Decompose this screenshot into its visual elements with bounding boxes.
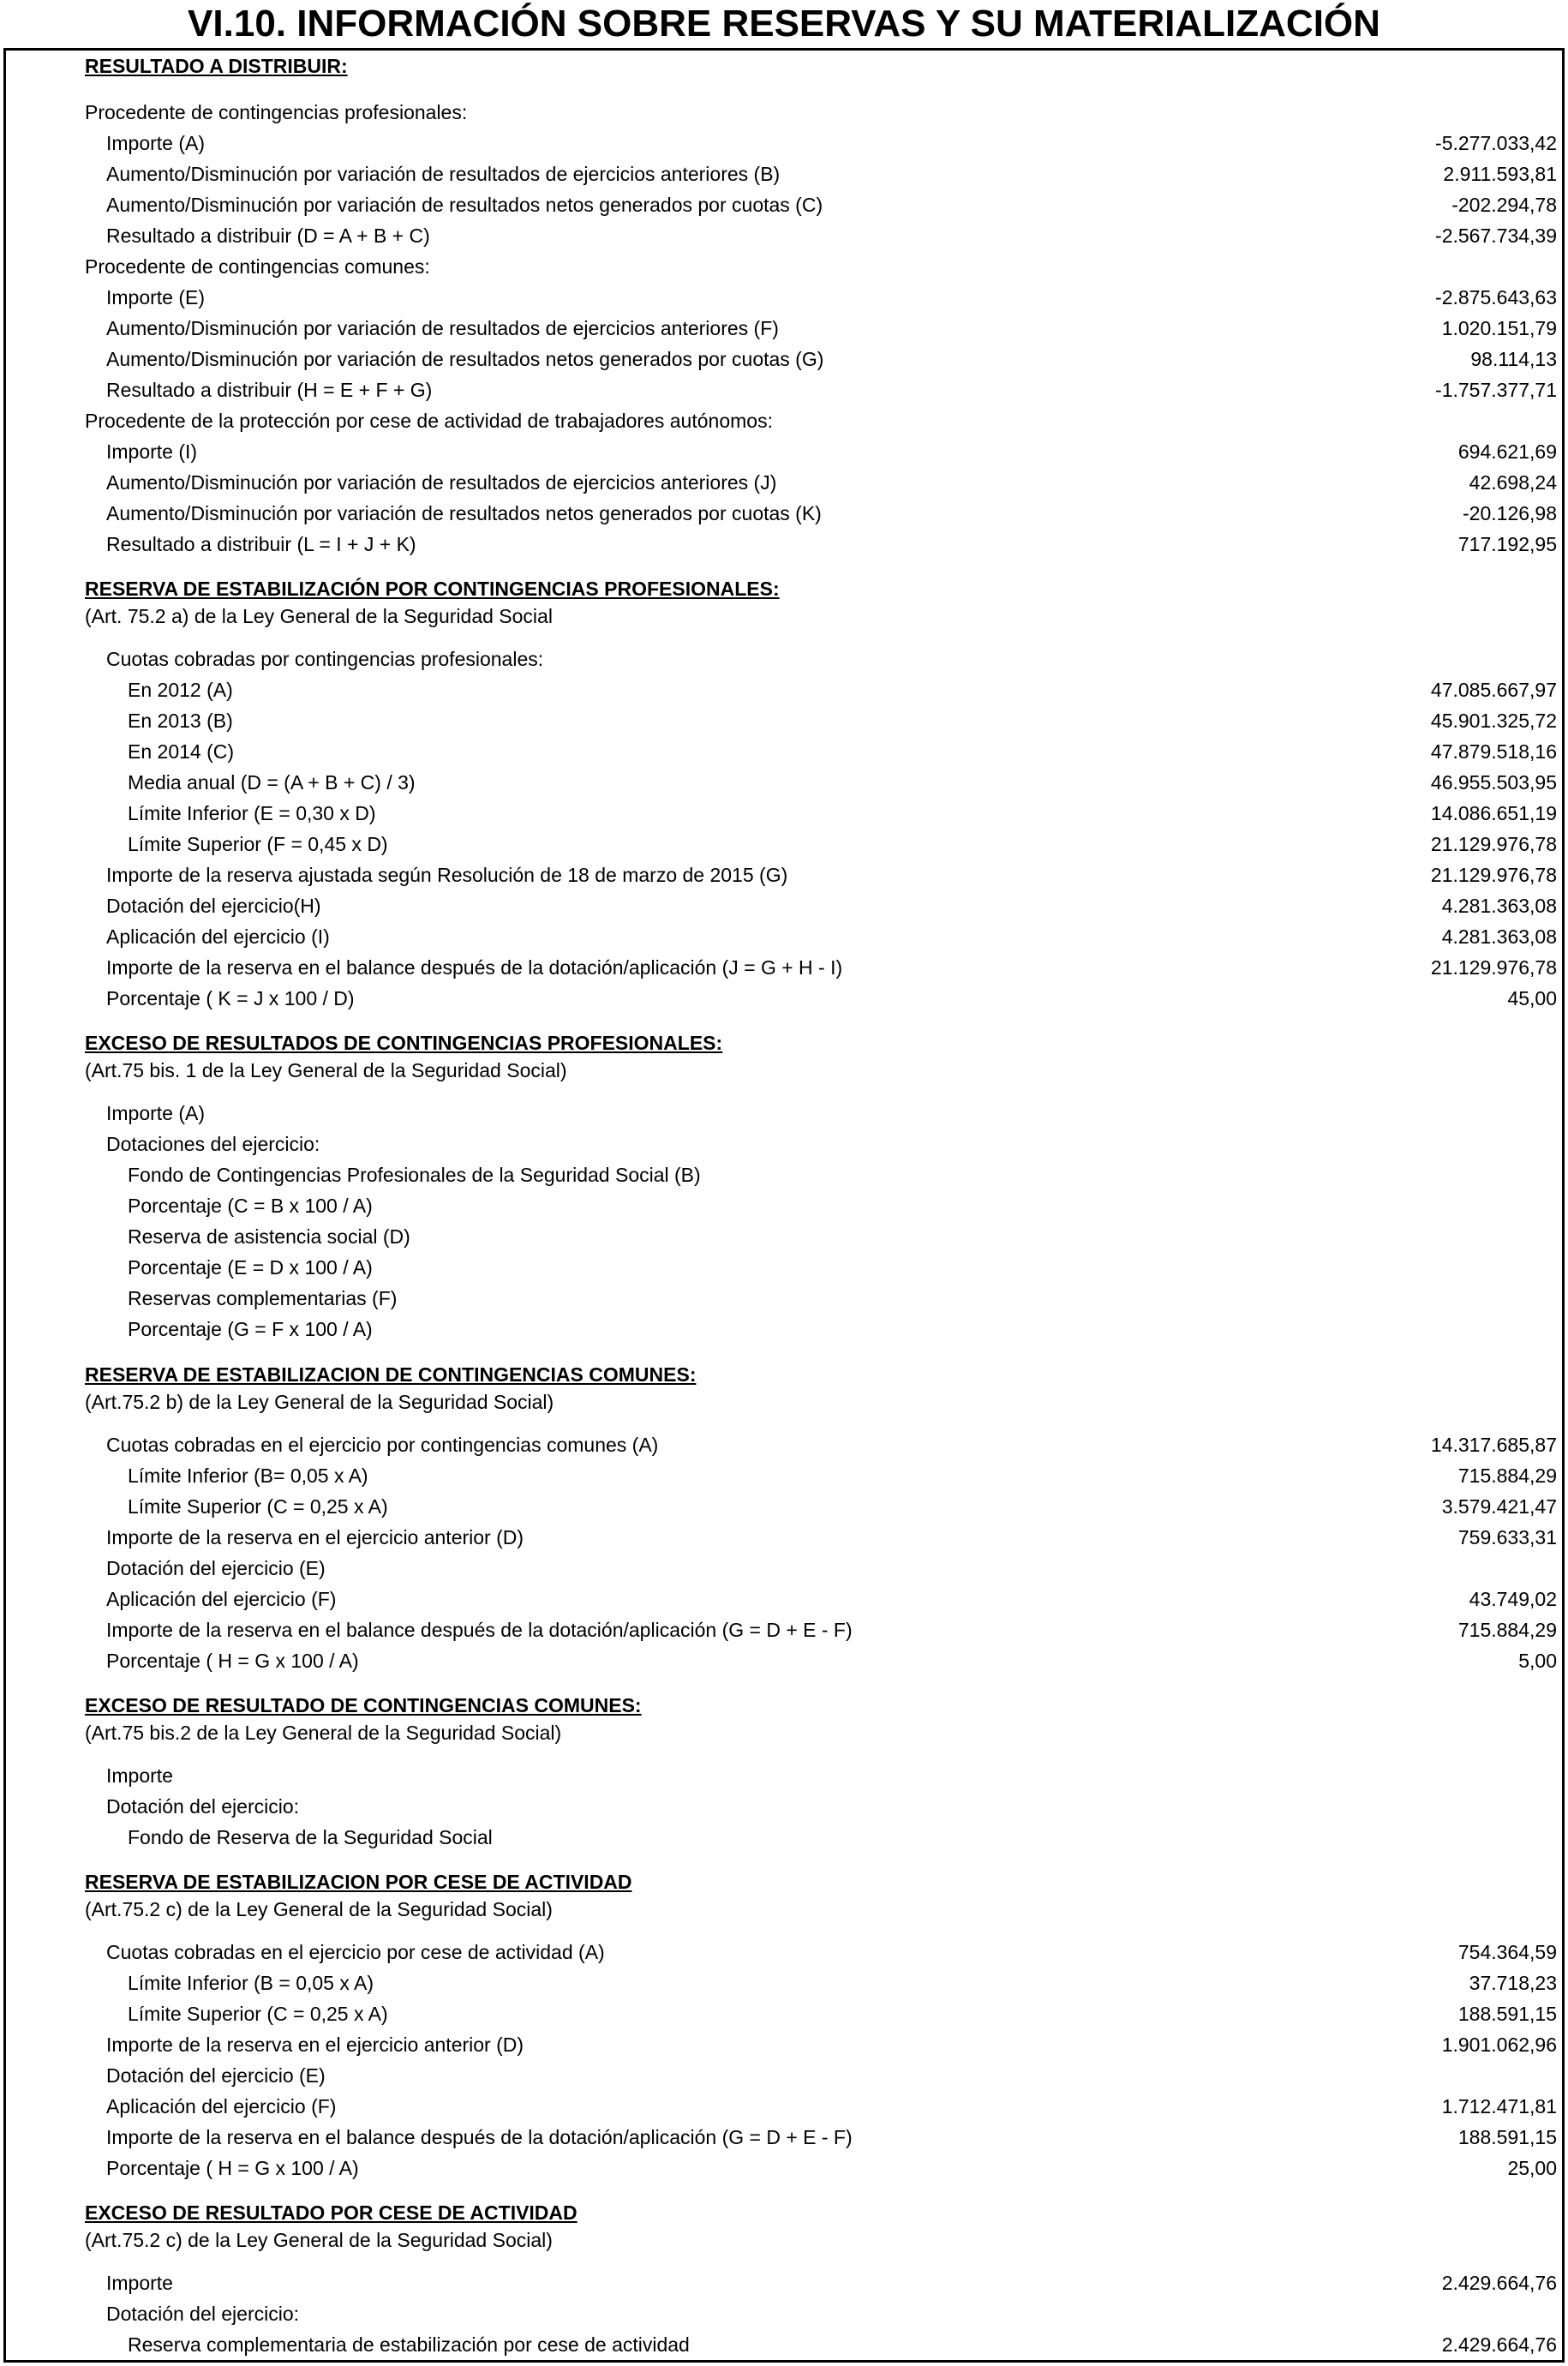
row-label: Procedente de contingencias comunes: <box>85 255 430 278</box>
row-amount: 47.879.518,16 <box>1430 740 1557 763</box>
table-row <box>6 1460 1562 1491</box>
row-amount: 1.901.062,96 <box>1441 2034 1557 2056</box>
row-label: (Art.75.2 b) de la Ley General de la Seguridad Social) <box>85 1391 554 1413</box>
row-amount: 45,00 <box>1507 987 1557 1009</box>
row-amount: 21.129.976,78 <box>1430 864 1557 886</box>
table-row <box>6 1614 1562 1645</box>
table-row <box>6 890 1562 921</box>
row-label: Dotaciones del ejercicio: <box>106 1133 320 1155</box>
row-amount: 37.718,23 <box>1469 1972 1557 1994</box>
table-row <box>6 921 1562 952</box>
row-label: Reservas complementarias (F) <box>128 1287 398 1309</box>
row-label: Reserva de asistencia social (D) <box>128 1225 410 1248</box>
section-title: RESERVA DE ESTABILIZACIÓN POR CONTINGENCIAS PROFESIONALES: <box>85 578 780 600</box>
page-title: VI.10. INFORMACIÓN SOBRE RESERVAS Y SU MATERIALIZACIÓN <box>188 3 1380 45</box>
row-amount: -1.757.377,71 <box>1435 379 1557 401</box>
table-row <box>6 2091 1562 2122</box>
table-row <box>6 313 1562 344</box>
row-label: Reserva complementaria de estabilización por cese de actividad <box>128 2333 690 2356</box>
table-row <box>6 220 1562 251</box>
row-amount: 4.281.363,08 <box>1441 895 1557 917</box>
table-row <box>6 1283 1562 1314</box>
row-label: Porcentaje (G = F x 100 / A) <box>128 1318 373 1340</box>
row-label: Límite Superior (C = 0,25 x A) <box>128 2003 388 2025</box>
row-label: Dotación del ejercicio(H) <box>106 895 321 917</box>
section-title: RESERVA DE ESTABILIZACION POR CESE DE ACTIVIDAD <box>85 1871 632 1893</box>
table-row <box>6 1968 1562 1998</box>
row-label: (Art.75.2 c) de la Ley General de la Seguridad Social) <box>85 1898 553 1920</box>
section-header-row <box>6 1359 1562 1390</box>
table-row <box>6 1760 1562 1791</box>
section-title: RESERVA DE ESTABILIZACION DE CONTINGENCIAS COMUNES: <box>85 1363 697 1386</box>
table-row <box>6 1822 1562 1853</box>
table-row <box>6 952 1562 983</box>
table-row <box>6 767 1562 798</box>
row-label: Límite Superior (F = 0,45 x D) <box>128 833 388 855</box>
table-row <box>6 705 1562 736</box>
row-label: Importe <box>106 2272 173 2294</box>
row-label: Importe de la reserva ajustada según Resolución de 18 de marzo de 2015 (G) <box>106 864 788 886</box>
table-row <box>6 159 1562 189</box>
row-label: Importe de la reserva en el balance después de la dotación/aplicación (J = G + H - I) <box>106 956 843 979</box>
row-label: Aumento/Disminución por variación de resultados de ejercicios anteriores (F) <box>106 317 779 339</box>
section-header-row <box>6 1027 1562 1058</box>
row-amount: 46.955.503,95 <box>1430 771 1557 794</box>
row-label: Resultado a distribuir (H = E + F + G) <box>106 379 433 401</box>
table-row <box>6 983 1562 1014</box>
row-amount: 43.749,02 <box>1469 1588 1557 1610</box>
row-amount: 715.884,29 <box>1457 1465 1557 1487</box>
table-row <box>6 2267 1562 2298</box>
row-amount: 2.429.664,76 <box>1441 2333 1557 2356</box>
table-row <box>6 282 1562 313</box>
table-row <box>6 601 1562 632</box>
row-label: Porcentaje ( H = G x 100 / A) <box>106 1650 359 1672</box>
row-label: Aumento/Disminución por variación de resultados netos generados por cuotas (K) <box>106 502 822 524</box>
row-label: Importe <box>106 1764 173 1787</box>
table-row <box>6 1894 1562 1925</box>
row-label: (Art.75 bis.2 de la Ley General de la Seguridad Social) <box>85 1722 562 1744</box>
section-title: RESULTADO A DISTRIBUIR: <box>85 55 348 77</box>
table-row <box>6 1429 1562 1460</box>
table-row <box>6 1129 1562 1159</box>
section-header-row <box>6 51 1562 81</box>
row-amount: 694.621,69 <box>1457 440 1557 463</box>
row-label: Aumento/Disminución por variación de resultados de ejercicios anteriores (J) <box>106 471 777 494</box>
row-label: Importe de la reserva en el ejercicio anterior (D) <box>106 1526 524 1548</box>
row-label: Importe de la reserva en el balance después de la dotación/aplicación (G = D + E - F) <box>106 1619 853 1641</box>
row-amount: 1.712.471,81 <box>1441 2095 1557 2117</box>
row-amount: 1.020.151,79 <box>1441 317 1557 339</box>
table-row <box>6 2029 1562 2060</box>
table-row <box>6 467 1562 498</box>
row-label: Aplicación del ejercicio (F) <box>106 2095 337 2117</box>
table-row <box>6 644 1562 674</box>
row-amount: -2.875.643,63 <box>1435 286 1557 308</box>
table-row <box>6 1937 1562 1968</box>
row-amount: 754.364,59 <box>1457 1941 1557 1963</box>
row-label: En 2013 (B) <box>128 710 233 732</box>
row-label: (Art. 75.2 a) de la Ley General de la Seguridad Social <box>85 605 553 627</box>
table-row <box>6 1998 1562 2029</box>
table-row <box>6 1717 1562 1748</box>
table-row <box>6 374 1562 405</box>
row-label: Aumento/Disminución por variación de resultados netos generados por cuotas (C) <box>106 194 823 216</box>
table-row <box>6 128 1562 159</box>
table-row <box>6 1584 1562 1614</box>
table-row <box>6 1522 1562 1553</box>
table-row <box>6 798 1562 829</box>
section-title: EXCESO DE RESULTADO DE CONTINGENCIAS COMUNES: <box>85 1694 642 1716</box>
table-row <box>6 1055 1562 1086</box>
row-label: Importe de la reserva en el ejercicio anterior (D) <box>106 2034 524 2056</box>
row-label: Límite Inferior (B = 0,05 x A) <box>128 1972 374 1994</box>
section-header-row <box>6 573 1562 604</box>
row-label: Procedente de contingencias profesionales: <box>85 101 468 123</box>
section-title: EXCESO DE RESULTADO POR CESE DE ACTIVIDAD <box>85 2201 578 2224</box>
row-label: Porcentaje ( H = G x 100 / A) <box>106 2157 359 2179</box>
row-label: Dotación del ejercicio (E) <box>106 2064 326 2087</box>
table-row <box>6 674 1562 705</box>
row-label: Importe (I) <box>106 440 198 463</box>
table-row <box>6 1491 1562 1522</box>
table-row <box>6 189 1562 220</box>
table-row <box>6 1553 1562 1584</box>
row-amount: 2.429.664,76 <box>1441 2272 1557 2294</box>
row-amount: 14.317.685,87 <box>1430 1434 1557 1456</box>
table-row <box>6 97 1562 128</box>
table-row <box>6 251 1562 282</box>
row-amount: 25,00 <box>1507 2157 1557 2179</box>
row-label: (Art.75 bis. 1 de la Ley General de la Seguridad Social) <box>85 1059 567 1081</box>
row-amount: -2.567.734,39 <box>1435 225 1557 247</box>
row-amount: -20.126,98 <box>1463 502 1557 524</box>
row-amount: 5,00 <box>1518 1650 1557 1672</box>
table-row <box>6 405 1562 436</box>
row-amount: -202.294,78 <box>1451 194 1557 216</box>
section-header-row <box>6 1690 1562 1721</box>
section-header-row <box>6 2197 1562 2228</box>
table-row <box>6 2122 1562 2153</box>
row-label: Importe (A) <box>106 1102 206 1124</box>
row-label: Límite Inferior (B= 0,05 x A) <box>128 1465 368 1487</box>
reserves-table <box>3 48 1565 2363</box>
row-label: Cuotas cobradas en el ejercicio por cese de actividad (A) <box>106 1941 605 1963</box>
table-row <box>6 498 1562 529</box>
row-label: Aumento/Disminución por variación de resultados netos generados por cuotas (G) <box>106 348 824 370</box>
row-label: Dotación del ejercicio (E) <box>106 1557 326 1579</box>
row-amount: -5.277.033,42 <box>1435 132 1557 154</box>
row-label: Resultado a distribuir (L = I + J + K) <box>106 533 416 555</box>
row-label: Límite Inferior (E = 0,30 x D) <box>128 802 376 824</box>
row-label: (Art.75.2 c) de la Ley General de la Seguridad Social) <box>85 2229 553 2251</box>
table-row <box>6 1098 1562 1129</box>
table-row <box>6 1252 1562 1283</box>
row-label: Porcentaje (C = B x 100 / A) <box>128 1195 373 1217</box>
table-row <box>6 1314 1562 1345</box>
row-label: En 2012 (A) <box>128 679 233 701</box>
section-title: EXCESO DE RESULTADOS DE CONTINGENCIAS PROFESIONALES: <box>85 1032 723 1054</box>
row-amount: 42.698,24 <box>1469 471 1557 494</box>
row-label: Importe de la reserva en el balance después de la dotación/aplicación (G = D + E - F) <box>106 2126 853 2148</box>
table-row <box>6 2060 1562 2091</box>
table-row <box>6 2153 1562 2183</box>
table-row <box>6 1387 1562 1417</box>
row-amount: 21.129.976,78 <box>1430 956 1557 979</box>
row-label: Procedente de la protección por cese de actividad de trabajadores autónomos: <box>85 410 773 432</box>
row-amount: 715.884,29 <box>1457 1619 1557 1641</box>
row-label: Aplicación del ejercicio (I) <box>106 925 330 948</box>
table-row <box>6 1645 1562 1676</box>
row-label: Dotación del ejercicio: <box>106 2303 300 2325</box>
row-amount: 4.281.363,08 <box>1441 925 1557 948</box>
row-amount: 98.114,13 <box>1470 348 1557 370</box>
table-row <box>6 2225 1562 2255</box>
row-label: Cuotas cobradas en el ejercicio por contingencias comunes (A) <box>106 1434 659 1456</box>
row-label: Límite Superior (C = 0,25 x A) <box>128 1495 388 1518</box>
table-row <box>6 1159 1562 1190</box>
table-row <box>6 344 1562 374</box>
table-row <box>6 529 1562 560</box>
row-amount: 759.633,31 <box>1457 1526 1557 1548</box>
table-row <box>6 736 1562 767</box>
row-label: Media anual (D = (A + B + C) / 3) <box>128 771 416 794</box>
table-row <box>6 860 1562 890</box>
row-amount: 188.591,15 <box>1457 2126 1557 2148</box>
row-label: Porcentaje (E = D x 100 / A) <box>128 1256 373 1279</box>
row-label: Aplicación del ejercicio (F) <box>106 1588 337 1610</box>
row-amount: 3.579.421,47 <box>1441 1495 1557 1518</box>
row-label: Importe (A) <box>106 132 206 154</box>
row-amount: 188.591,15 <box>1457 2003 1557 2025</box>
table-row <box>6 436 1562 467</box>
table-row <box>6 1221 1562 1252</box>
row-amount: 47.085.667,97 <box>1430 679 1557 701</box>
row-label: En 2014 (C) <box>128 740 235 763</box>
table-row <box>6 2298 1562 2329</box>
row-label: Porcentaje ( K = J x 100 / D) <box>106 987 355 1009</box>
row-label: Importe (E) <box>106 286 206 308</box>
row-label: Fondo de Reserva de la Seguridad Social <box>128 1826 493 1848</box>
row-label: Cuotas cobradas por contingencias profesionales: <box>106 648 544 670</box>
row-amount: 45.901.325,72 <box>1430 710 1557 732</box>
table-row <box>6 1190 1562 1221</box>
row-label: Dotación del ejercicio: <box>106 1795 300 1818</box>
row-label: Resultado a distribuir (D = A + B + C) <box>106 225 430 247</box>
section-header-row <box>6 1866 1562 1897</box>
row-amount: 21.129.976,78 <box>1430 833 1557 855</box>
row-label: Aumento/Disminución por variación de resultados de ejercicios anteriores (B) <box>106 163 781 185</box>
table-row <box>6 829 1562 860</box>
row-amount: 14.086.651,19 <box>1430 802 1557 824</box>
table-row <box>6 2329 1562 2360</box>
row-amount: 717.192,95 <box>1457 533 1557 555</box>
row-amount: 2.911.593,81 <box>1443 163 1557 185</box>
row-label: Fondo de Contingencias Profesionales de la Seguridad Social (B) <box>128 1164 701 1186</box>
table-row <box>6 1791 1562 1822</box>
